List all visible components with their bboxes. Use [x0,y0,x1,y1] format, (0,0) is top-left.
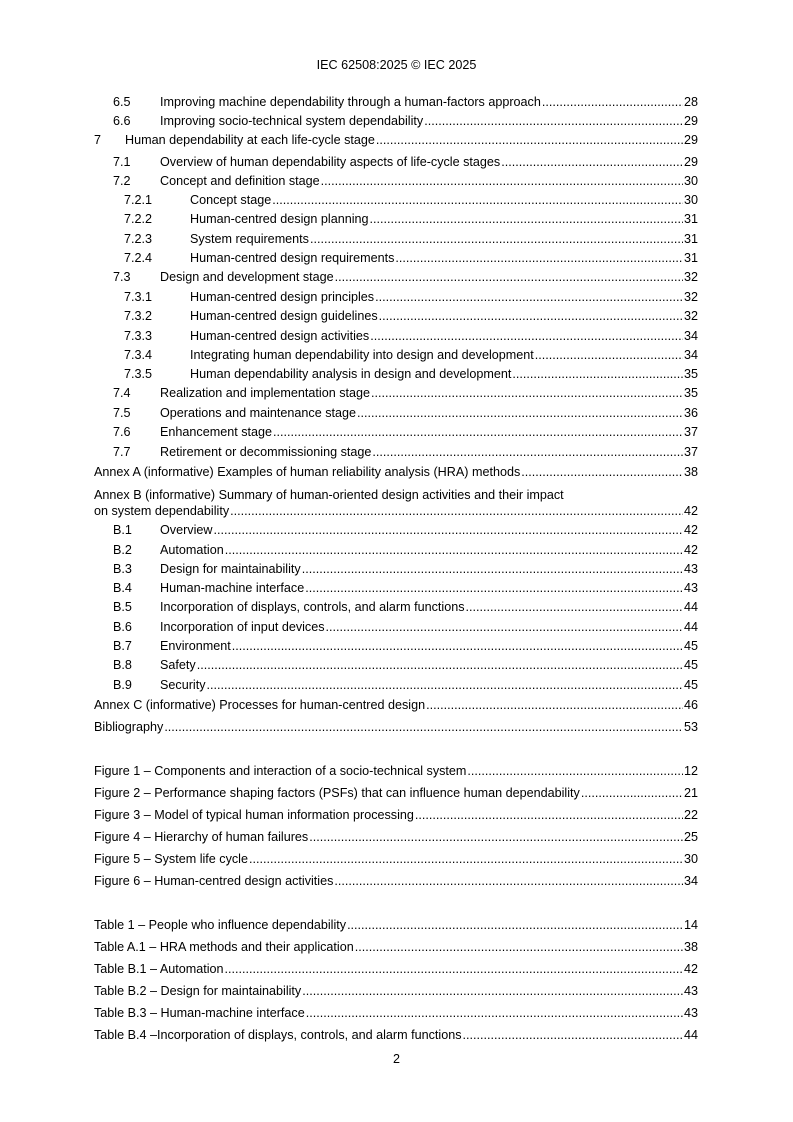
toc-page: 37 [683,445,698,459]
toc-number: 7.5 [113,406,131,420]
leader-dots [306,1004,683,1023]
leader-dots [466,598,683,617]
figure-title: Figure 2 – Performance shaping factors (PSFs) that can influence human dependability [94,786,580,800]
table-entry[interactable] [94,960,698,979]
leader-dots [230,504,683,519]
figure-title: Figure 6 – Human-centred design activities [94,874,334,888]
page-header: IEC 62508:2025 © IEC 2025 [316,58,477,72]
figure-title: Figure 3 – Model of typical human information processing [94,808,414,822]
toc-page: 29 [683,155,698,169]
toc-page: 43 [683,581,698,595]
toc-entry[interactable] [94,172,698,191]
toc-entry[interactable] [94,598,698,617]
toc-number: B.9 [113,678,132,692]
toc-page: 31 [683,212,698,226]
toc-title: Human-machine interface [160,581,305,595]
toc-number: B.2 [113,543,132,557]
toc-page: 34 [683,329,698,343]
leader-dots [335,268,683,287]
toc-page: 32 [683,290,698,304]
toc-title: Automation [160,543,224,557]
toc-title: Human-centred design requirements [190,251,395,265]
table-title: Table B.1 – Automation [94,962,224,976]
toc-number: 7.6 [113,425,131,439]
toc-title: Improving socio-technical system dependability [160,114,424,128]
figure-page: 21 [683,786,698,800]
toc-page: 35 [683,367,698,381]
toc-entry[interactable] [94,541,698,560]
toc-title: Concept and definition stage [160,174,320,188]
leader-dots [272,191,683,210]
leader-dots [370,210,683,229]
toc-title: Overview of human dependability aspects of life-cycle stages [160,155,501,169]
toc-page: 36 [683,406,698,420]
leader-dots [305,579,683,598]
leader-dots [424,112,683,131]
toc-entry[interactable] [94,637,698,656]
toc-title: Improving machine dependability through a human-factors approach [160,95,541,109]
leader-dots [334,872,683,891]
toc-entry-annex-c[interactable] [94,696,698,715]
toc-number: 7.3 [113,270,131,284]
leader-dots [371,384,683,403]
toc-number: 7.2.1 [124,193,153,207]
toc-title: Design and development stage [160,270,334,284]
toc-title: Annex A (informative) Examples of human reliability analysis (HRA) methods [94,465,521,479]
toc-number: 7.2.2 [124,212,153,226]
toc-page: 32 [683,309,698,323]
toc-page: 42 [683,504,698,518]
leader-dots [310,230,683,249]
leader-dots [357,404,683,423]
toc-entry[interactable] [94,346,698,365]
leader-dots [321,172,683,191]
toc-page: 30 [683,193,698,207]
toc-title-line2: on system dependability [94,504,230,518]
leader-dots [326,618,683,637]
toc-number: B.8 [113,658,132,672]
toc-title: Human dependability analysis in design and development [190,367,512,381]
toc-page: 28 [683,95,698,109]
figure-page: 12 [683,764,698,778]
toc-title: Incorporation of input devices [160,620,325,634]
table-page: 14 [683,918,698,932]
toc-page: 44 [683,600,698,614]
leader-dots [197,656,683,675]
toc-entry[interactable] [94,443,698,462]
toc-page: 44 [683,620,698,634]
toc-page: 46 [683,698,698,712]
leader-dots [542,93,683,112]
toc-title: Human-centred design guidelines [190,309,378,323]
table-page: 44 [683,1028,698,1042]
toc-title: Annex C (informative) Processes for human-centred design [94,698,426,712]
toc-title: Design for maintainability [160,562,301,576]
figure-page: 34 [683,874,698,888]
leader-dots [232,637,683,656]
leader-dots [347,916,683,935]
toc-page: 43 [683,562,698,576]
toc-entry[interactable] [94,676,698,695]
toc-title: Integrating human dependability into design and development [190,348,534,362]
toc-page: 34 [683,348,698,362]
leader-dots [375,288,683,307]
toc-entry[interactable] [94,560,698,579]
toc-entry[interactable] [94,288,698,307]
toc-number: B.3 [113,562,132,576]
leader-dots [415,806,683,825]
toc-entry[interactable] [94,131,698,150]
toc-number: 7.3.1 [124,290,153,304]
toc-page: 42 [683,543,698,557]
leader-dots [426,696,683,715]
leader-dots [370,327,683,346]
leader-dots [521,463,683,482]
toc-entry[interactable] [94,112,698,131]
toc-page: 31 [683,232,698,246]
leader-dots [164,718,683,737]
table-entry[interactable] [94,1026,698,1045]
leader-dots [379,307,683,326]
figure-entry[interactable] [94,806,698,825]
toc-title: Retirement or decommissioning stage [160,445,372,459]
toc-number: 7.2.4 [124,251,153,265]
figure-title: Figure 4 – Hierarchy of human failures [94,830,309,844]
leader-dots [249,850,683,869]
toc-page: 31 [683,251,698,265]
table-entry[interactable] [94,938,698,957]
figure-page: 22 [683,808,698,822]
toc-title: Enhancement stage [160,425,273,439]
toc-title: Realization and implementation stage [160,386,371,400]
leader-dots [501,153,683,172]
toc-entry[interactable] [94,579,698,598]
toc-page: 32 [683,270,698,284]
leader-dots [376,131,683,150]
toc-title: Operations and maintenance stage [160,406,357,420]
toc-entry[interactable] [94,93,698,112]
toc-entry[interactable] [94,153,698,172]
toc-number: 7.1 [113,155,131,169]
toc-entry[interactable] [94,327,698,346]
toc-page: 37 [683,425,698,439]
leader-dots [395,249,683,268]
figure-entry[interactable] [94,784,698,803]
toc-entry[interactable] [94,365,698,384]
toc-title: Human dependability at each life-cycle stage [125,133,375,147]
table-entry[interactable] [94,916,698,935]
toc-number: 7.3.2 [124,309,153,323]
figure-title: Figure 5 – System life cycle [94,852,248,866]
table-entry[interactable] [94,982,698,1001]
toc-page: 38 [683,465,698,479]
toc-page: 35 [683,386,698,400]
toc-page: 45 [683,658,698,672]
toc-title: Human-centred design activities [190,329,370,343]
toc-page: 45 [683,678,698,692]
toc-number: 7.3.3 [124,329,153,343]
toc-number: B.1 [113,523,132,537]
toc-page: 53 [683,720,698,734]
toc-page: 42 [683,523,698,537]
leader-dots [535,346,683,365]
figure-page: 30 [683,852,698,866]
toc-number: B.7 [113,639,132,653]
leader-dots [273,423,683,442]
toc-entry[interactable] [94,384,698,403]
toc-title: System requirements [190,232,309,246]
figure-entry[interactable] [94,828,698,847]
figure-entry[interactable] [94,872,698,891]
toc-number: 7 [94,133,102,147]
table-title: Table 1 – People who influence dependability [94,918,347,932]
toc-number: 6.5 [113,95,131,109]
toc-title-line1: Annex B (informative) Summary of human-oriented design activities and their impact [94,488,564,502]
toc-title: Human-centred design planning [190,212,369,226]
leader-dots [581,784,683,803]
toc-entry[interactable] [94,618,698,637]
table-page: 43 [683,1006,698,1020]
leader-dots [207,676,683,695]
figure-entry[interactable] [94,762,698,781]
table-page: 42 [683,962,698,976]
toc-title: Environment [160,639,231,653]
toc-title: Security [160,678,206,692]
toc-number: 7.4 [113,386,131,400]
toc-number: B.5 [113,600,132,614]
toc-entry-bibliography[interactable] [94,718,698,737]
toc-entry[interactable] [94,656,698,675]
toc-number: B.6 [113,620,132,634]
toc-number: 7.3.5 [124,367,153,381]
leader-dots [467,762,683,781]
toc-page: 45 [683,639,698,653]
toc-number: 7.2 [113,174,131,188]
toc-number: 7.2.3 [124,232,153,246]
figure-entry[interactable] [94,850,698,869]
toc-number: 6.6 [113,114,131,128]
toc-title: Bibliography [94,720,164,734]
toc-entry[interactable] [94,268,698,287]
table-title: Table B.2 – Design for maintainability [94,984,302,998]
toc-entry[interactable] [94,210,698,229]
toc-entry[interactable] [94,249,698,268]
table-title: Table A.1 – HRA methods and their application [94,940,354,954]
leader-dots [355,938,683,957]
toc-number: 7.7 [113,445,131,459]
leader-dots [302,982,683,1001]
toc-title: Safety [160,658,196,672]
leader-dots [309,828,683,847]
leader-dots [302,560,683,579]
toc-number: 7.3.4 [124,348,153,362]
figure-title: Figure 1 – Components and interaction of a socio-technical system [94,764,467,778]
toc-page: 30 [683,174,698,188]
toc-page: 29 [683,114,698,128]
page-number: 2 [392,1052,400,1066]
toc-entry[interactable] [94,191,698,210]
toc-page: 29 [683,133,698,147]
toc-entry-annex-b[interactable] [94,488,698,522]
leader-dots [225,541,683,560]
toc-title: Human-centred design principles [190,290,375,304]
toc-entry[interactable] [94,307,698,326]
table-page: 43 [683,984,698,998]
figure-page: 25 [683,830,698,844]
toc-title: Overview [160,523,213,537]
toc-entry[interactable] [94,423,698,442]
leader-dots [463,1026,683,1045]
table-title: Table B.4 –Incorporation of displays, controls, and alarm functions [94,1028,462,1042]
leader-dots [512,365,683,384]
table-page: 38 [683,940,698,954]
toc-title: Concept stage [190,193,272,207]
toc-entry[interactable] [94,230,698,249]
leader-dots [225,960,683,979]
table-entry[interactable] [94,1004,698,1023]
toc-number: B.4 [113,581,132,595]
leader-dots [213,521,683,540]
toc-title: Incorporation of displays, controls, and alarm functions [160,600,465,614]
toc-entry[interactable] [94,521,698,540]
toc-entry[interactable] [94,404,698,423]
toc-entry-annex-a[interactable] [94,463,698,482]
table-title: Table B.3 – Human-machine interface [94,1006,305,1020]
leader-dots [372,443,683,462]
